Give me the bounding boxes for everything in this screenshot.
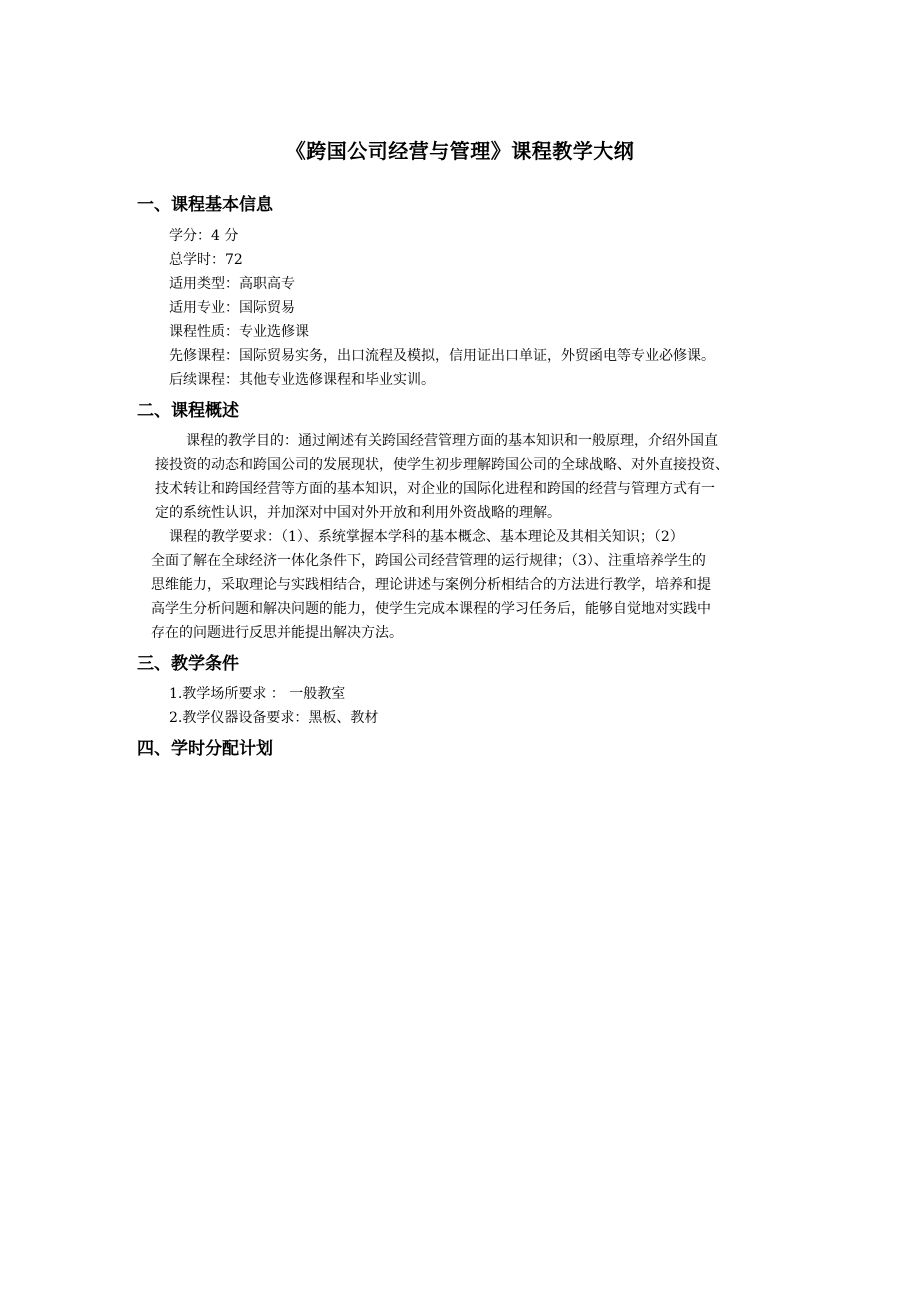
overview-requirement-line: 存在的问题进行反思并能提出解决方法。 — [151, 625, 403, 641]
condition-equipment: 2.教学仪器设备要求：黑板、教材 — [169, 710, 379, 726]
section-heading-basic-info: 一、课程基本信息 — [137, 195, 273, 215]
overview-goal-line: 定的系统性认识，并加深对中国对外开放和利用外资战略的理解。 — [155, 505, 561, 521]
overview-requirement-line: 课程的教学要求：（1）、系统掌握本学科的基本概念、基本理论及其相关知识；（2） — [169, 529, 684, 545]
overview-requirement-line: 高学生分析问题和解决问题的能力，使学生完成本课程的学习任务后，能够自觉地对实践中 — [151, 601, 711, 617]
section-heading-teaching-conditions: 三、教学条件 — [137, 654, 239, 674]
section-heading-hour-allocation: 四、学时分配计划 — [137, 739, 273, 759]
info-applicable-major: 适用专业：国际贸易 — [169, 300, 295, 316]
info-total-hours: 总学时：72 — [169, 252, 243, 268]
overview-requirement-line: 全面了解在全球经济一体化条件下，跨国公司经营管理的运行规律；（3）、注重培养学生的 — [151, 553, 706, 569]
info-follow-up-courses: 后续课程：其他专业选修课程和毕业实训。 — [169, 372, 435, 388]
info-credits: 学分：4 分 — [169, 228, 239, 244]
condition-venue: 1.教学场所要求 ： 一般教室 — [169, 686, 346, 702]
info-prerequisites: 先修课程：国际贸易实务，出口流程及模拟，信用证出口单证，外贸函电等专业必修课。 — [169, 348, 715, 364]
info-course-nature: 课程性质：专业选修课 — [169, 324, 309, 340]
overview-goal-line: 技术转让和跨国经营等方面的基本知识，对企业的国际化进程和跨国的经营与管理方式有一 — [155, 481, 715, 497]
overview-goal-line: 接投资的动态和跨国公司的发展现状，使学生初步理解跨国公司的全球战略、对外直接投资、 — [155, 457, 729, 473]
document-title: 《跨国公司经营与管理》课程教学大纲 — [285, 139, 635, 163]
overview-requirement-line: 思维能力，采取理论与实践相结合，理论讲述与案例分析相结合的方法进行教学，培养和提 — [151, 577, 711, 593]
section-heading-overview: 二、课程概述 — [137, 401, 239, 421]
overview-goal-line: 课程的教学目的：通过阐述有关跨国经营管理方面的基本知识和一般原理，介绍外国直 — [186, 433, 718, 449]
info-applicable-type: 适用类型：高职高专 — [169, 276, 295, 292]
